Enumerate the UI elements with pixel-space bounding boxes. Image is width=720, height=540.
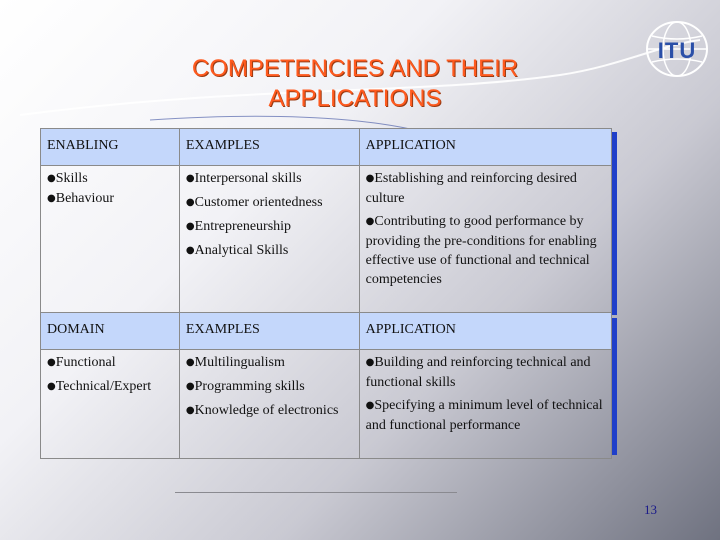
itu-logo — [644, 18, 710, 80]
list-item: ●Establishing and reinforcing desired culture — [365, 171, 577, 206]
header-examples: EXAMPLES — [179, 313, 359, 350]
list-item: ●Knowledge of electronics — [185, 403, 339, 418]
table-shadow-right-bottom — [612, 318, 617, 455]
list-item: ●Skills — [47, 171, 88, 186]
list-item: ●Programming skills — [185, 379, 305, 394]
list-item: ●Technical/Expert — [47, 379, 152, 394]
bullet-icon: ● — [365, 173, 375, 184]
application-cell — [359, 166, 611, 313]
list-item: ●Multilingualism — [185, 355, 285, 370]
bullet-icon: ● — [47, 173, 56, 184]
list-item: ●Functional — [47, 355, 116, 370]
bullet-icon: ● — [185, 197, 195, 208]
header-application: APPLICATION — [359, 129, 611, 166]
slide-title-line1: COMPETENCIES AND THEIR — [191, 55, 519, 82]
table-row — [41, 166, 612, 313]
bullet-icon: ● — [185, 245, 195, 256]
list-item: ●Specifying a minimum level of technical and functional performance — [365, 398, 603, 433]
list-item: ●Interpersonal skills — [185, 171, 302, 186]
table-header-row — [41, 129, 612, 166]
examples-cell — [179, 350, 359, 459]
list-item: ●Entrepreneurship — [185, 219, 292, 234]
list-item: ●Analytical Skills — [185, 243, 289, 258]
header-application: APPLICATION — [359, 313, 611, 350]
bullet-icon: ● — [47, 357, 56, 368]
competencies-table — [40, 128, 612, 459]
header-examples: EXAMPLES — [179, 129, 359, 166]
header-enabling: ENABLING — [41, 129, 180, 166]
bullet-icon: ● — [185, 221, 195, 232]
list-item: ●Behaviour — [47, 191, 115, 206]
table-row — [41, 350, 612, 459]
bullet-icon: ● — [365, 357, 375, 368]
bullet-icon: ● — [47, 381, 56, 392]
bullet-icon: ● — [185, 173, 195, 184]
header-domain: DOMAIN — [41, 313, 180, 350]
bullet-icon: ● — [365, 216, 375, 227]
slide-title — [140, 54, 570, 114]
bullet-icon: ● — [185, 357, 195, 368]
list-item: ●Customer orientedness — [185, 195, 323, 210]
table-header-row — [41, 313, 612, 350]
table-shadow-right-top — [612, 132, 617, 315]
application-cell — [359, 350, 611, 459]
footer-divider — [175, 492, 457, 493]
list-item: ●Contributing to good performance by providing the pre-conditions for enabling effective use of functional and technical competencies — [365, 214, 597, 287]
examples-cell — [179, 166, 359, 313]
bullet-icon: ● — [185, 405, 195, 416]
slide-title-line2: APPLICATIONS — [268, 85, 442, 112]
enabling-cell — [41, 166, 180, 313]
bullet-icon: ● — [185, 381, 195, 392]
logo-text: ITU — [657, 38, 697, 63]
page-number: 13 — [644, 502, 657, 517]
list-item: ●Building and reinforcing technical and functional skills — [365, 355, 591, 390]
domain-cell — [41, 350, 180, 459]
bullet-icon: ● — [365, 400, 375, 411]
bullet-icon: ● — [47, 193, 56, 204]
